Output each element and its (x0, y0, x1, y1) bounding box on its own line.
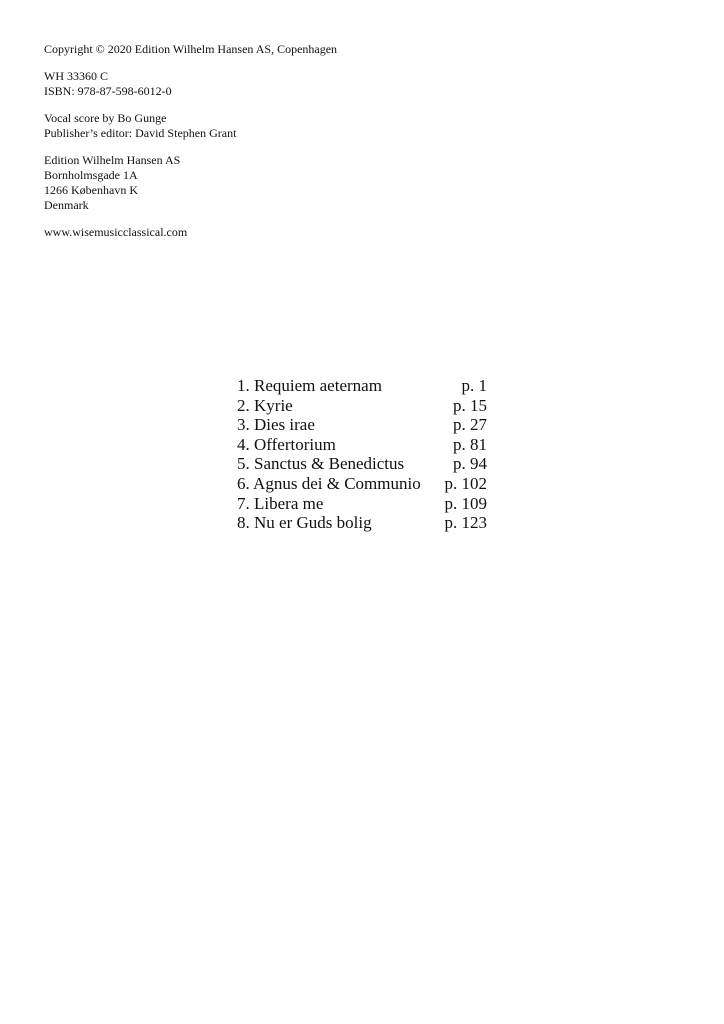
toc-entry-page: p. 27 (453, 415, 487, 435)
toc-entry-page: p. 15 (453, 395, 487, 415)
publisher-address (44, 153, 337, 213)
address-line: Edition Wilhelm Hansen AS (44, 153, 181, 167)
toc-entry (237, 415, 487, 435)
credits-block (44, 111, 337, 141)
toc-entry (237, 435, 487, 455)
website-block (44, 225, 337, 240)
imprint-block (44, 42, 337, 252)
toc-entry-page: p. 94 (453, 454, 487, 474)
toc-entry (237, 454, 487, 474)
website-url: www.wisemusicclassical.com (44, 225, 188, 239)
toc-entry-page: p. 1 (461, 376, 487, 395)
toc-entry-title: 1. Requiem aeternam (237, 376, 382, 395)
toc-entry-title: 8. Nu er Guds bolig (237, 513, 372, 533)
editor-credit: Publisher’s editor: David Stephen Grant (44, 126, 237, 140)
toc-entry-page: p. 81 (453, 434, 487, 454)
toc-entry-title: 3. Dies irae (237, 415, 315, 435)
toc-entry-title: 6. Agnus dei & Communio (237, 473, 421, 493)
table-of-contents (237, 376, 487, 533)
toc-entry (237, 396, 487, 416)
isbn: ISBN: 978-87-598-6012-0 (44, 84, 172, 98)
toc-entry-page: p. 123 (444, 513, 487, 533)
toc-entry (237, 494, 487, 514)
copyright-notice: Copyright © 2020 Edition Wilhelm Hansen AS, Copenhagen (44, 42, 338, 56)
toc-entry-title: 7. Libera me (237, 493, 324, 513)
catalog-number: WH 33360 C (44, 69, 108, 83)
toc-entry-title: 4. Offertorium (237, 434, 336, 454)
address-line: 1266 København K (44, 183, 138, 197)
address-line: Bornholmsgade 1A (44, 168, 138, 182)
toc-entry-page: p. 102 (444, 473, 487, 493)
toc-entry (237, 376, 487, 396)
address-line: Denmark (44, 198, 89, 212)
copyright-block (44, 42, 337, 57)
toc-entry (237, 474, 487, 494)
catalog-block (44, 69, 337, 99)
toc-entry-title: 2. Kyrie (237, 395, 293, 415)
toc-entry-title: 5. Sanctus & Benedictus (237, 454, 405, 474)
toc-entry-page: p. 109 (444, 493, 487, 513)
vocal-score-credit: Vocal score by Bo Gunge (44, 111, 167, 125)
toc-entry (237, 513, 487, 533)
